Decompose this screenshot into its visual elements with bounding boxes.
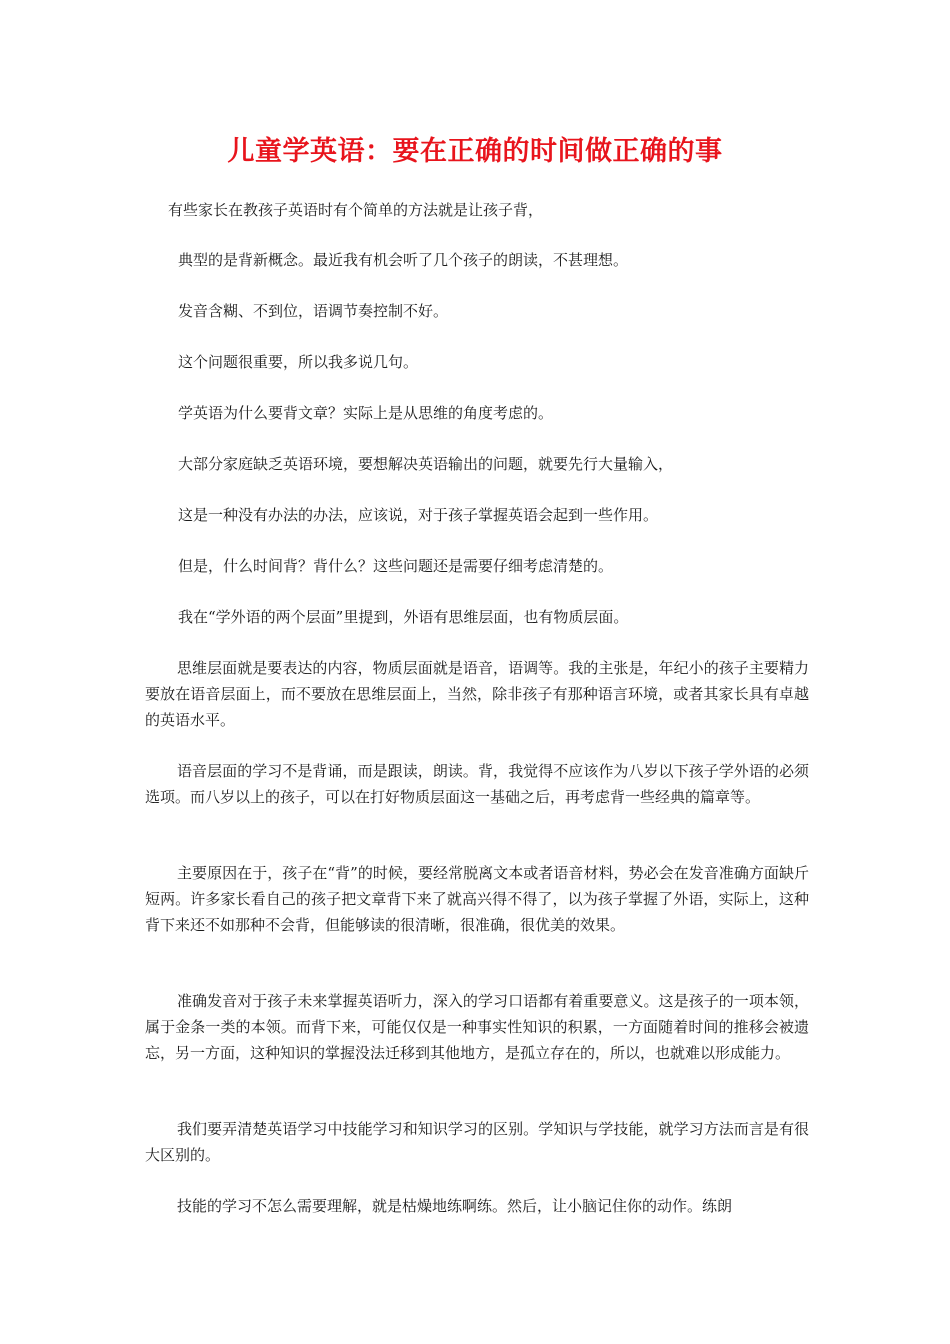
document-title: 儿童学英语：要在正确的时间做正确的事 (227, 136, 723, 168)
paragraph: 但是，什么时间背？背什么？这些问题还是需要仔细考虑清楚的。 (178, 557, 614, 575)
paragraph: 这是一种没有办法的办法，应该说，对于孩子掌握英语会起到一些作用。 (178, 506, 659, 524)
paragraph: 发音含糊、不到位，语调节奏控制不好。 (178, 302, 449, 320)
paragraph: 这个问题很重要，所以我多说几句。 (178, 353, 419, 371)
paragraph: 学英语为什么要背文章？实际上是从思维的角度考虑的。 (178, 404, 554, 422)
paragraph: 我在“学外语的两个层面”里提到，外语有思维层面，也有物质层面。 (178, 608, 629, 626)
paragraph: 有些家长在教孩子英语时有个简单的方法就是让孩子背， (168, 201, 544, 219)
paragraph: 语音层面的学习不是背诵，而是跟读，朗读。背，我觉得不应该作为八岁以下孩子学外语的必须选项。而八岁以上的孩子，可以在打好物质层面这一基础之后，再考虑背一些经典的篇章等。 (145, 762, 809, 806)
paragraph: 我们要弄清楚英语学习中技能学习和知识学习的区别。学知识与学技能，就学习方法而言是有很大区别的。 (145, 1120, 809, 1164)
paragraph: 技能的学习不怎么需要理解，就是枯燥地练啊练。然后，让小脑记住你的动作。练朗 (177, 1197, 733, 1215)
paragraph: 准确发音对于孩子未来掌握英语听力，深入的学习口语都有着重要意义。这是孩子的一项本领，属于金条一类的本领。而背下来，可能仅仅是一种事实性知识的积累，一方面随着时间的推移会被遗忘，另一方面，这种知识的掌握没法迁移到其他地方，是孤立存在的，所以，也就难以形成能力。 (145, 992, 809, 1062)
paragraph: 思维层面就是要表达的内容，物质层面就是语音，语调等。我的主张是，年纪小的孩子主要精力要放在语音层面上，而不要放在思维层面上，当然，除非孩子有那种语言环境，或者其家长具有卓越的英语水平。 (145, 659, 809, 729)
paragraph: 大部分家庭缺乏英语环境，要想解决英语输出的问题，就要先行大量输入， (178, 455, 674, 473)
paragraph: 主要原因在于，孩子在“背”的时候，要经常脱离文本或者语音材料，势必会在发音准确方面缺斤短两。许多家长看自己的孩子把文章背下来了就高兴得不得了，以为孩子掌握了外语，实际上，这种背下来还不如那种不会背，但能够读的很清晰，很准确，很优美的效果。 (145, 864, 809, 934)
paragraph: 典型的是背新概念。最近我有机会听了几个孩子的朗读，不甚理想。 (178, 251, 629, 269)
